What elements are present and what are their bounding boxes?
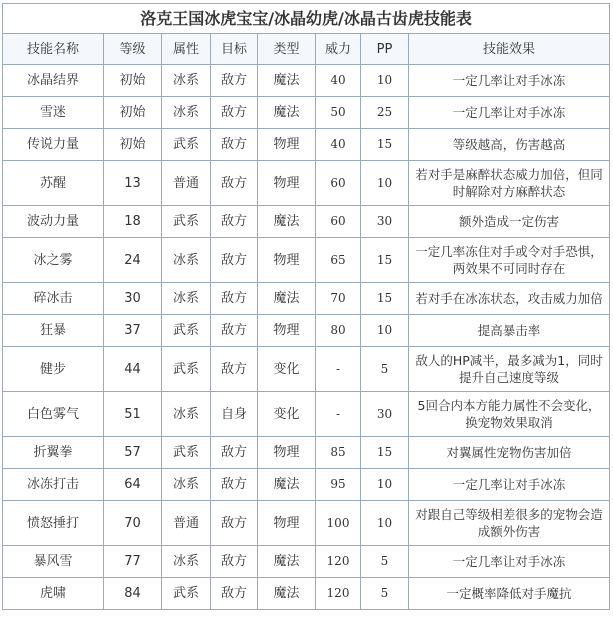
level-cell: 70 [104, 501, 162, 546]
level-cell: 初始 [104, 129, 162, 161]
target-cell: 敌方 [211, 437, 258, 469]
skill-name-cell: 碎冰击 [3, 283, 104, 315]
type-cell: 魔法 [258, 283, 316, 315]
target-cell: 敌方 [211, 469, 258, 501]
effect-cell: 一定概率降低对手魔抗 [409, 578, 610, 610]
table-row [3, 437, 610, 469]
type-cell: 物理 [258, 238, 316, 283]
table-row [3, 97, 610, 129]
level-cell: 13 [104, 161, 162, 206]
skill-name-cell: 雪迷 [3, 97, 104, 129]
power-cell: 80 [316, 315, 361, 347]
level-cell: 51 [104, 392, 162, 437]
pp-cell: 10 [361, 65, 409, 97]
effect-cell: 5回合内本方能力属性不会变化，换宠物效果取消 [409, 392, 610, 437]
column-header: 技能效果 [409, 34, 610, 65]
power-cell: 60 [316, 206, 361, 238]
effect-cell: 一定几率让对手冰冻 [409, 65, 610, 97]
type-cell: 魔法 [258, 469, 316, 501]
table-row [3, 206, 610, 238]
power-cell: 85 [316, 437, 361, 469]
attribute-cell: 武系 [162, 437, 211, 469]
attribute-cell: 冰系 [162, 97, 211, 129]
pp-cell: 5 [361, 578, 409, 610]
attribute-cell: 普通 [162, 161, 211, 206]
effect-cell: 一定几率让对手冰冻 [409, 546, 610, 578]
target-cell: 敌方 [211, 97, 258, 129]
table-row [3, 129, 610, 161]
effect-cell: 若对手在冰冻状态，攻击威力加倍 [409, 283, 610, 315]
level-cell: 64 [104, 469, 162, 501]
effect-cell: 额外造成一定伤害 [409, 206, 610, 238]
table-row [3, 238, 610, 283]
skill-name-cell: 波动力量 [3, 206, 104, 238]
column-header: 技能名称 [3, 34, 104, 65]
power-cell: 50 [316, 97, 361, 129]
power-cell: 120 [316, 578, 361, 610]
level-cell: 57 [104, 437, 162, 469]
effect-cell: 若对手是麻醉状态威力加倍，但同时解除对方麻醉状态 [409, 161, 610, 206]
type-cell: 变化 [258, 347, 316, 392]
attribute-cell: 武系 [162, 129, 211, 161]
power-cell: 40 [316, 65, 361, 97]
attribute-cell: 武系 [162, 315, 211, 347]
table-title: 洛克王国冰虎宝宝/冰晶幼虎/冰晶古齿虎技能表 [3, 4, 610, 34]
header-row [3, 34, 610, 65]
table-row [3, 546, 610, 578]
power-cell: 40 [316, 129, 361, 161]
power-cell: 70 [316, 283, 361, 315]
type-cell: 物理 [258, 129, 316, 161]
attribute-cell: 冰系 [162, 65, 211, 97]
level-cell: 77 [104, 546, 162, 578]
level-cell: 37 [104, 315, 162, 347]
power-cell: 100 [316, 501, 361, 546]
target-cell: 敌方 [211, 283, 258, 315]
target-cell: 敌方 [211, 546, 258, 578]
pp-cell: 10 [361, 161, 409, 206]
column-header: 属性 [162, 34, 211, 65]
skill-name-cell: 虎啸 [3, 578, 104, 610]
attribute-cell: 武系 [162, 206, 211, 238]
type-cell: 魔法 [258, 206, 316, 238]
table-row [3, 469, 610, 501]
effect-cell: 敌人的HP减半，最多减为1，同时提升自己速度等级 [409, 347, 610, 392]
target-cell: 敌方 [211, 161, 258, 206]
level-cell: 初始 [104, 65, 162, 97]
column-header: 等级 [104, 34, 162, 65]
effect-cell: 提高暴击率 [409, 315, 610, 347]
column-header: 威力 [316, 34, 361, 65]
pp-cell: 15 [361, 437, 409, 469]
title-row [3, 4, 610, 34]
attribute-cell: 武系 [162, 578, 211, 610]
type-cell: 变化 [258, 392, 316, 437]
pp-cell: 30 [361, 206, 409, 238]
pp-cell: 5 [361, 347, 409, 392]
attribute-cell: 冰系 [162, 283, 211, 315]
pp-cell: 15 [361, 283, 409, 315]
table-row [3, 283, 610, 315]
skill-name-cell: 苏醒 [3, 161, 104, 206]
attribute-cell: 冰系 [162, 392, 211, 437]
table-row [3, 392, 610, 437]
table-row [3, 501, 610, 546]
attribute-cell: 普通 [162, 501, 211, 546]
effect-cell: 一定几率冻住对手或令对手恐惧，两效果不可同时存在 [409, 238, 610, 283]
attribute-cell: 冰系 [162, 546, 211, 578]
attribute-cell: 冰系 [162, 238, 211, 283]
effect-cell: 等级越高，伤害越高 [409, 129, 610, 161]
table-row [3, 578, 610, 610]
type-cell: 魔法 [258, 546, 316, 578]
target-cell: 敌方 [211, 315, 258, 347]
skill-table [2, 3, 610, 610]
power-cell: - [316, 392, 361, 437]
effect-cell: 一定几率让对手冰冻 [409, 97, 610, 129]
effect-cell: 对跟自己等级相差很多的宠物会造成额外伤害 [409, 501, 610, 546]
level-cell: 30 [104, 283, 162, 315]
pp-cell: 15 [361, 238, 409, 283]
skill-name-cell: 健步 [3, 347, 104, 392]
power-cell: 95 [316, 469, 361, 501]
pp-cell: 30 [361, 392, 409, 437]
power-cell: - [316, 347, 361, 392]
pp-cell: 25 [361, 97, 409, 129]
target-cell: 敌方 [211, 238, 258, 283]
attribute-cell: 冰系 [162, 469, 211, 501]
target-cell: 敌方 [211, 578, 258, 610]
type-cell: 魔法 [258, 65, 316, 97]
column-header: 类型 [258, 34, 316, 65]
skill-name-cell: 折翼拳 [3, 437, 104, 469]
skill-name-cell: 白色雾气 [3, 392, 104, 437]
column-header: PP [361, 34, 409, 65]
pp-cell: 15 [361, 129, 409, 161]
table-row [3, 161, 610, 206]
skill-name-cell: 狂暴 [3, 315, 104, 347]
target-cell: 自身 [211, 392, 258, 437]
pp-cell: 10 [361, 501, 409, 546]
type-cell: 物理 [258, 315, 316, 347]
skill-name-cell: 暴风雪 [3, 546, 104, 578]
skill-name-cell: 传说力量 [3, 129, 104, 161]
skill-name-cell: 冰之雾 [3, 238, 104, 283]
pp-cell: 10 [361, 315, 409, 347]
pp-cell: 10 [361, 469, 409, 501]
effect-cell: 对翼属性宠物伤害加倍 [409, 437, 610, 469]
column-header: 目标 [211, 34, 258, 65]
skill-name-cell: 愤怒捶打 [3, 501, 104, 546]
table-row [3, 65, 610, 97]
power-cell: 120 [316, 546, 361, 578]
level-cell: 24 [104, 238, 162, 283]
power-cell: 60 [316, 161, 361, 206]
target-cell: 敌方 [211, 65, 258, 97]
skill-name-cell: 冰冻打击 [3, 469, 104, 501]
type-cell: 魔法 [258, 97, 316, 129]
table-row [3, 315, 610, 347]
level-cell: 初始 [104, 97, 162, 129]
target-cell: 敌方 [211, 129, 258, 161]
target-cell: 敌方 [211, 501, 258, 546]
target-cell: 敌方 [211, 206, 258, 238]
type-cell: 物理 [258, 161, 316, 206]
type-cell: 物理 [258, 437, 316, 469]
target-cell: 敌方 [211, 347, 258, 392]
power-cell: 65 [316, 238, 361, 283]
attribute-cell: 武系 [162, 347, 211, 392]
pp-cell: 5 [361, 546, 409, 578]
type-cell: 物理 [258, 501, 316, 546]
type-cell: 魔法 [258, 578, 316, 610]
level-cell: 44 [104, 347, 162, 392]
level-cell: 18 [104, 206, 162, 238]
level-cell: 84 [104, 578, 162, 610]
effect-cell: 一定几率让对手冰冻 [409, 469, 610, 501]
skill-name-cell: 冰晶结界 [3, 65, 104, 97]
table-row [3, 347, 610, 392]
